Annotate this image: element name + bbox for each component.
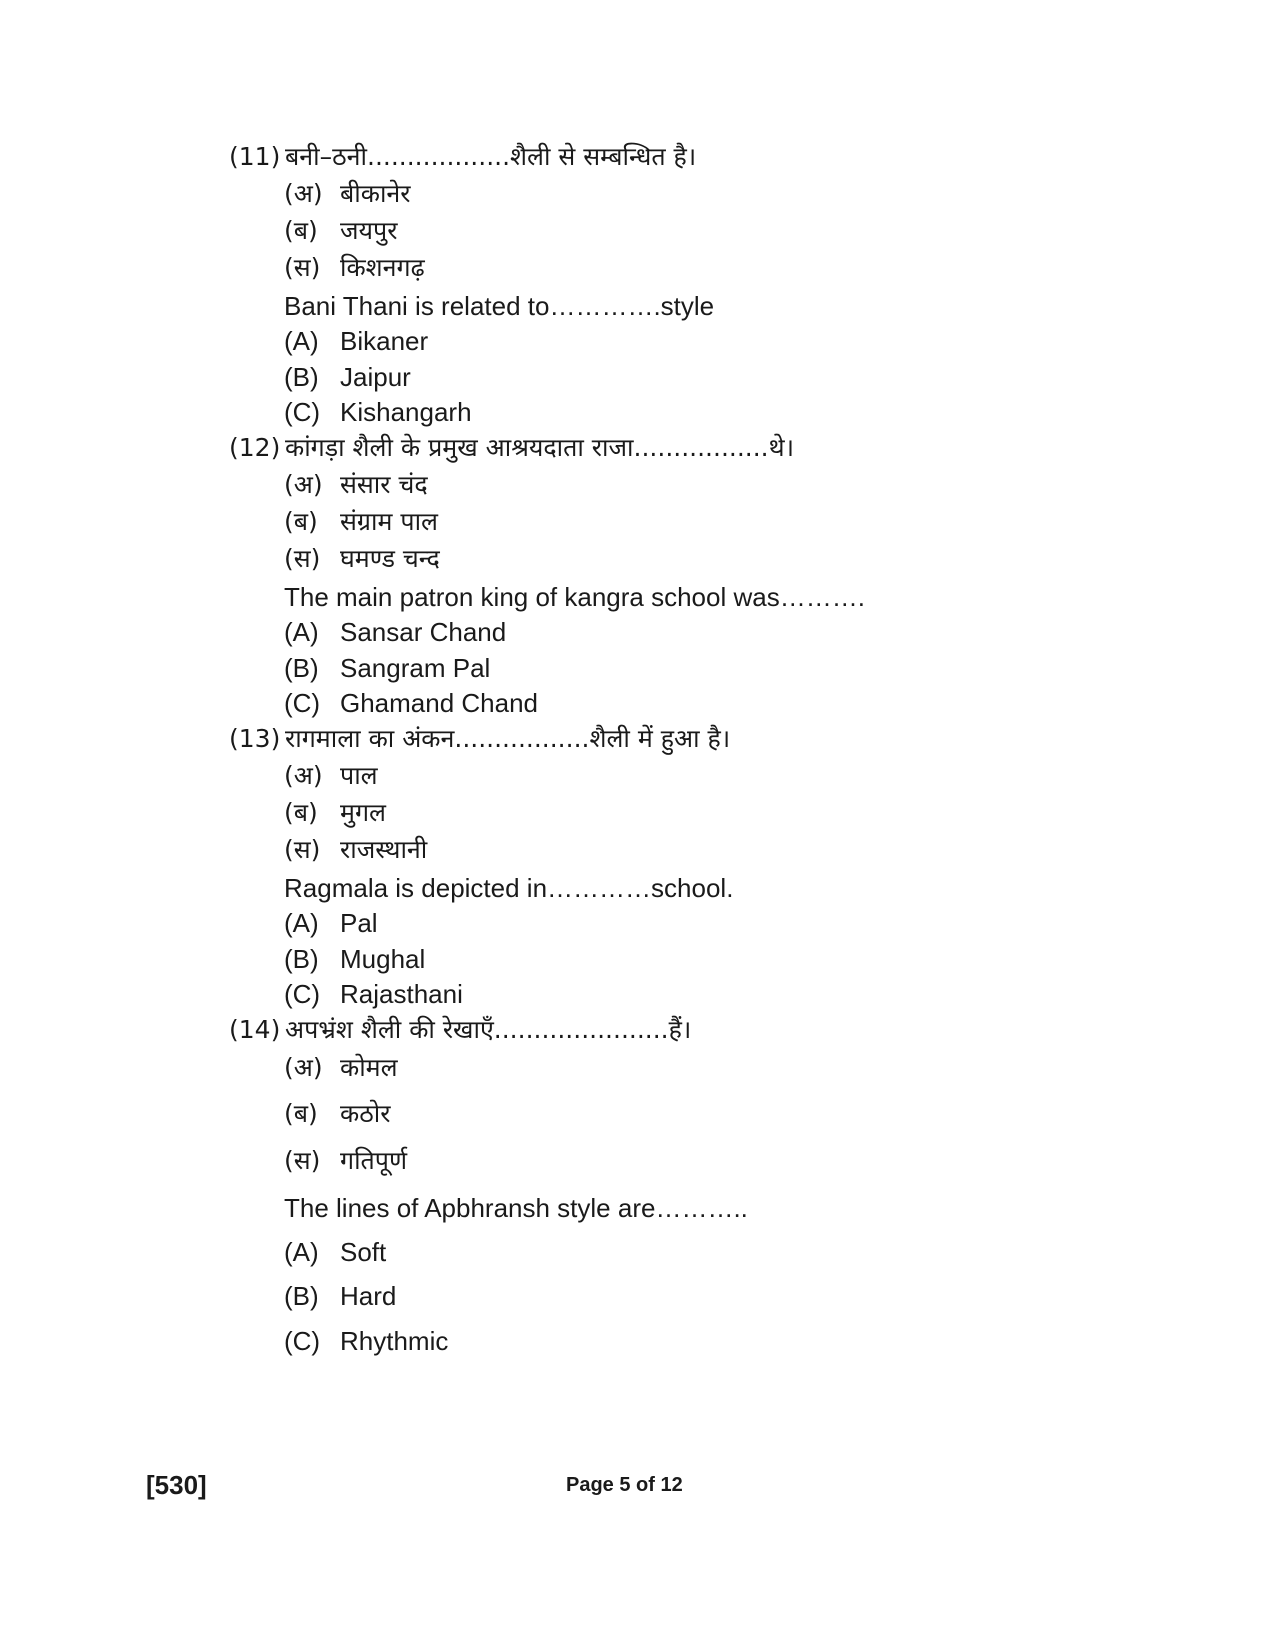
question-11-hindi xyxy=(229,144,696,169)
option-english xyxy=(284,619,506,645)
option-label: (B) xyxy=(284,1281,319,1311)
option-text: Hard xyxy=(340,1281,397,1311)
option-hindi xyxy=(284,800,386,825)
option-text: बीकानेर xyxy=(340,179,411,208)
option-label: (A) xyxy=(284,326,319,356)
option-hindi xyxy=(284,546,440,571)
question-number: (12) xyxy=(229,433,281,462)
option-label: (अ) xyxy=(284,470,323,499)
option-label: (C) xyxy=(284,688,321,718)
page-number: Page 5 of 12 xyxy=(566,1474,683,1496)
question-number: (11) xyxy=(229,142,281,171)
option-label: (स) xyxy=(284,835,321,864)
option-english xyxy=(284,690,538,716)
option-label: (ब) xyxy=(284,507,318,536)
question-number: (13) xyxy=(229,724,281,753)
option-text: Sansar Chand xyxy=(340,617,507,647)
option-text: Jaipur xyxy=(340,362,411,392)
option-text: मुगल xyxy=(340,798,386,827)
question-13-english xyxy=(284,875,733,901)
option-english xyxy=(284,655,490,681)
option-text: Ghamand Chand xyxy=(340,688,539,718)
question-text: The main patron king of kangra school was………. xyxy=(284,582,865,612)
option-hindi xyxy=(284,255,425,280)
option-hindi xyxy=(284,181,411,206)
option-hindi xyxy=(284,1055,398,1080)
option-label: (ब) xyxy=(284,798,318,827)
option-label: (ब) xyxy=(284,1099,318,1128)
question-11-english xyxy=(284,293,714,319)
option-text: Soft xyxy=(340,1237,387,1267)
option-label: (A) xyxy=(284,908,319,938)
option-text: कठोर xyxy=(340,1099,391,1128)
option-hindi xyxy=(284,1148,407,1173)
question-text: Ragmala is depicted in…………school. xyxy=(284,873,734,903)
question-14-english xyxy=(284,1195,748,1221)
option-label: (B) xyxy=(284,653,319,683)
question-text: कांगड़ा शैली के प्रमुख आश्रयदाता राजा.................थे। xyxy=(285,433,795,462)
question-13-hindi xyxy=(229,726,730,751)
question-text: Bani Thani is related to………….style xyxy=(284,291,715,321)
option-text: पाल xyxy=(340,761,378,790)
option-label: (अ) xyxy=(284,179,323,208)
option-label: (ब) xyxy=(284,216,318,245)
option-english xyxy=(284,1239,386,1265)
question-12-hindi xyxy=(229,435,794,460)
option-hindi xyxy=(284,837,427,862)
option-text: घमण्ड चन्द xyxy=(340,544,440,573)
option-english xyxy=(284,364,411,390)
question-14-hindi xyxy=(229,1017,691,1042)
option-label: (C) xyxy=(284,979,321,1009)
option-english xyxy=(284,946,425,972)
option-english xyxy=(284,1283,396,1309)
option-text: Rhythmic xyxy=(340,1326,449,1356)
option-text: संग्राम पाल xyxy=(340,507,438,536)
option-text: Sangram Pal xyxy=(340,653,491,683)
option-hindi xyxy=(284,1101,390,1126)
question-text: बनी–ठनी..................शैली से सम्बन्धित है। xyxy=(285,142,697,171)
question-text: अपभ्रंश शैली की रेखाएँ......................हैं। xyxy=(285,1015,692,1044)
option-hindi xyxy=(284,472,428,497)
option-english xyxy=(284,910,378,936)
option-text: गतिपूर्ण xyxy=(340,1146,408,1175)
option-text: Mughal xyxy=(340,944,426,974)
option-hindi xyxy=(284,763,378,788)
option-english xyxy=(284,1328,448,1354)
option-label: (अ) xyxy=(284,761,323,790)
option-english xyxy=(284,981,463,1007)
option-label: (स) xyxy=(284,253,321,282)
option-label: (A) xyxy=(284,1237,319,1267)
option-hindi xyxy=(284,218,397,243)
question-text: रागमाला का अंकन.................शैली में हुआ है। xyxy=(285,724,731,753)
option-label: (अ) xyxy=(284,1053,323,1082)
option-hindi xyxy=(284,509,438,534)
paper-code: [530] xyxy=(146,1470,207,1500)
option-text: Kishangarh xyxy=(340,397,472,427)
option-text: संसार चंद xyxy=(340,470,428,499)
option-text: राजस्थानी xyxy=(340,835,428,864)
option-english xyxy=(284,328,428,354)
option-text: जयपुर xyxy=(340,216,398,245)
option-label: (A) xyxy=(284,617,319,647)
option-text: Bikaner xyxy=(340,326,429,356)
option-label: (C) xyxy=(284,397,321,427)
option-text: कोमल xyxy=(340,1053,398,1082)
question-number: (14) xyxy=(229,1015,281,1044)
option-english xyxy=(284,399,472,425)
option-text: किशनगढ़ xyxy=(340,253,425,282)
option-label: (C) xyxy=(284,1326,321,1356)
question-12-english xyxy=(284,584,865,610)
option-label: (B) xyxy=(284,362,319,392)
option-label: (स) xyxy=(284,544,321,573)
option-text: Pal xyxy=(340,908,378,938)
option-text: Rajasthani xyxy=(340,979,463,1009)
option-label: (B) xyxy=(284,944,319,974)
option-label: (स) xyxy=(284,1146,321,1175)
question-text: The lines of Apbhransh style are……….. xyxy=(284,1193,748,1223)
